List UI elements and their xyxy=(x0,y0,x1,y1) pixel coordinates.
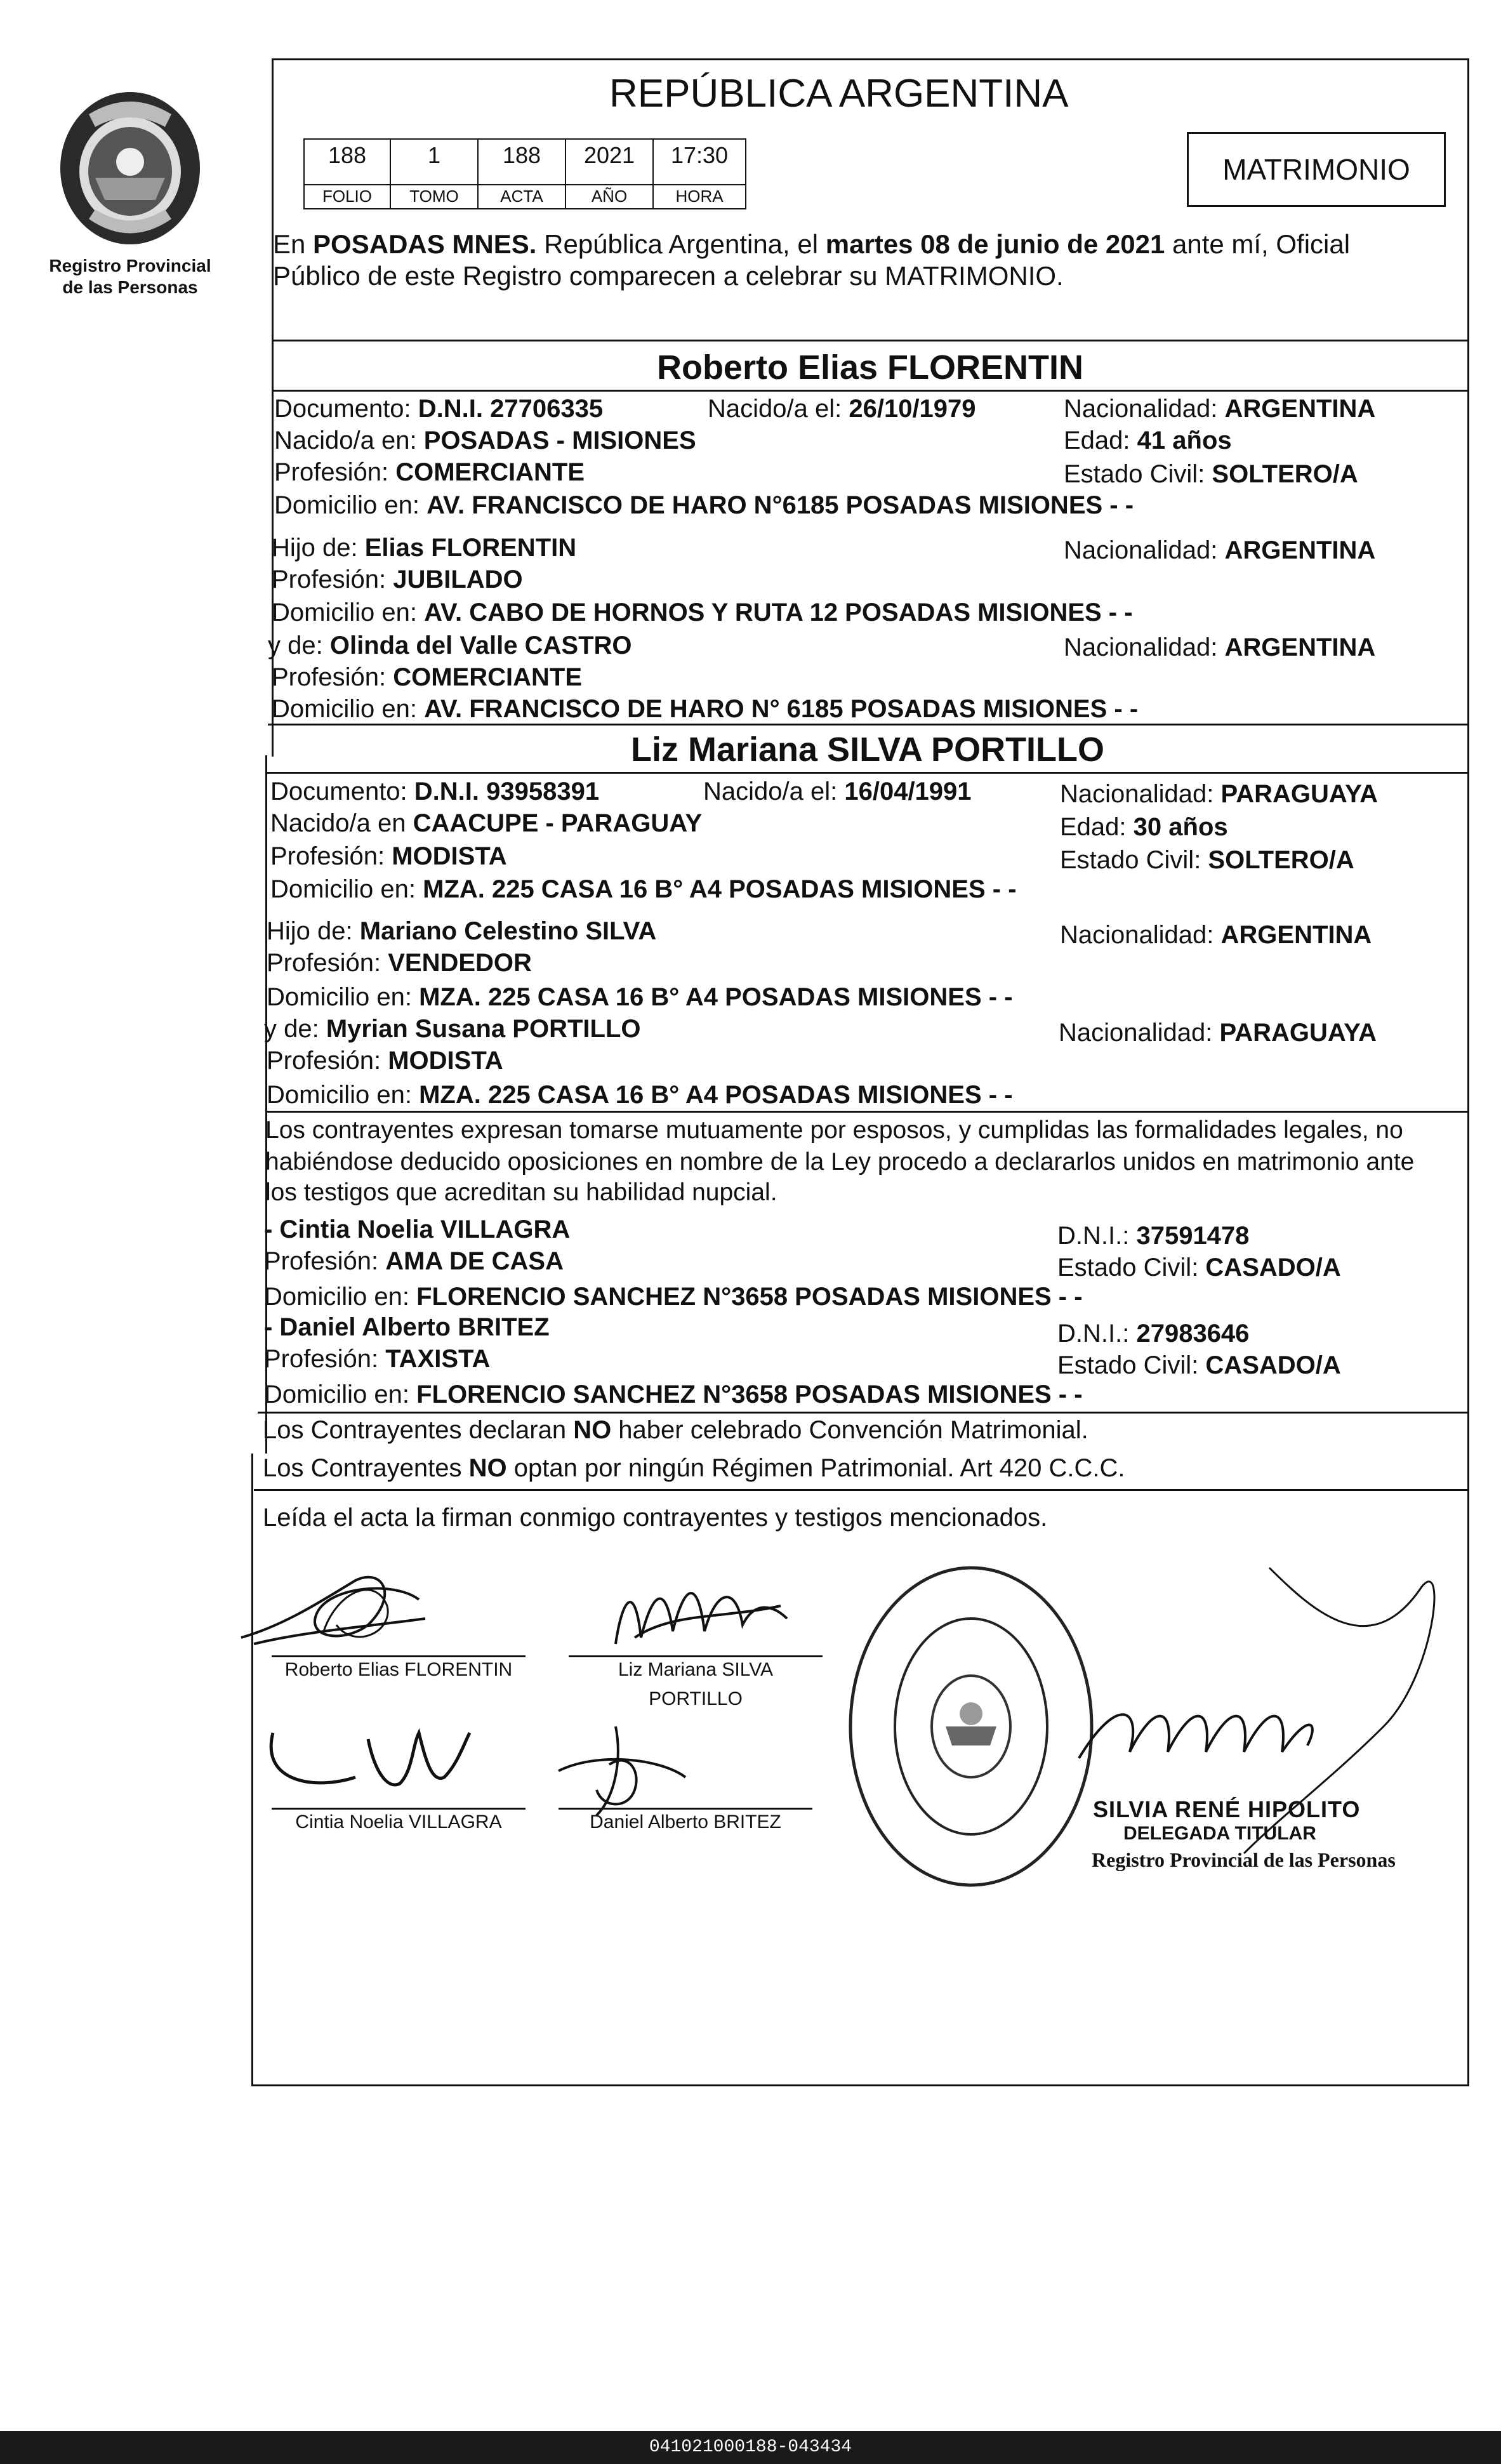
official-title: DELEGADA TITULAR xyxy=(1123,1823,1316,1844)
groom-nationality: Nacionalidad: ARGENTINA xyxy=(1064,395,1376,423)
groom-signature-icon xyxy=(228,1555,438,1663)
witness-2-signature-name: Daniel Alberto BRITEZ xyxy=(590,1812,781,1832)
witness-1-profession: Profesión: AMA DE CASA xyxy=(264,1247,564,1275)
frame-left-lower xyxy=(251,1454,253,2086)
groom-address: Domicilio en: AV. FRANCISCO DE HARO N°6185 POSADAS MISIONES - - xyxy=(274,491,1134,519)
folio-label: FOLIO xyxy=(303,184,391,209)
acta-label: ACTA xyxy=(477,184,566,209)
frame-top xyxy=(272,58,1469,60)
witness-1-address: Domicilio en: FLORENCIO SANCHEZ N°3658 POSADAS MISIONES - - xyxy=(264,1283,1083,1311)
divider xyxy=(272,340,1469,341)
groom-age: Edad: 41 años xyxy=(1064,427,1232,454)
record-type: MATRIMONIO xyxy=(1222,153,1410,186)
witness-2-name: - Daniel Alberto BRITEZ xyxy=(264,1313,550,1341)
bride-signature-name-2: PORTILLO xyxy=(649,1688,743,1709)
official-name: SILVIA RENÉ HIPOLITO xyxy=(1093,1796,1361,1822)
bride-nationality: Nacionalidad: PARAGUAYA xyxy=(1060,780,1378,808)
acta-value: 188 xyxy=(477,138,566,185)
witness-1-signature-icon xyxy=(260,1707,514,1796)
bride-profession: Profesión: MODISTA xyxy=(270,842,507,870)
convention-line-1: Los Contrayentes declaran NO haber celebrado Convención Matrimonial. xyxy=(263,1416,1088,1444)
declaration-line-1: Los contrayentes expresan tomarse mutuamente por esposos, y cumplidas las formalidades legales, no xyxy=(265,1116,1403,1144)
reading-statement: Leída el acta la firman conmigo contrayentes y testigos mencionados. xyxy=(263,1504,1048,1532)
witness-1-signature-name: Cintia Noelia VILLAGRA xyxy=(295,1812,502,1832)
groom-signature-line xyxy=(272,1655,526,1657)
anio-label: AÑO xyxy=(565,184,654,209)
divider xyxy=(272,390,1469,392)
groom-signature-name: Roberto Elias FLORENTIN xyxy=(284,1659,513,1680)
bride-birthplace: Nacido/a en CAACUPE - PARAGUAY xyxy=(270,809,703,837)
groom-father-nationality: Nacionalidad: ARGENTINA xyxy=(1064,536,1376,564)
divider xyxy=(258,1412,1469,1414)
groom-document: Documento: D.N.I. 27706335 xyxy=(274,395,604,423)
groom-mother-address: Domicilio en: AV. FRANCISCO DE HARO N° 6185 POSADAS MISIONES - - xyxy=(272,695,1139,723)
groom-civil-status: Estado Civil: SOLTERO/A xyxy=(1064,460,1358,488)
intro-line-1: En POSADAS MNES. República Argentina, el martes 08 de junio de 2021 ante mí, Oficial xyxy=(273,229,1351,259)
bride-mother-address: Domicilio en: MZA. 225 CASA 16 B° A4 POSADAS MISIONES - - xyxy=(267,1081,1013,1109)
province-seal-icon xyxy=(44,89,216,254)
declaration-line-2: habiéndose deducido oposiciones en nombre de la Ley procedo a declararlos unidos en matrimonio ante xyxy=(265,1148,1415,1176)
folio-value: 188 xyxy=(303,138,391,185)
bride-signature-icon xyxy=(597,1561,800,1663)
groom-father-address: Domicilio en: AV. CABO DE HORNOS Y RUTA 12 POSADAS MISIONES - - xyxy=(272,599,1133,626)
groom-birthplace: Nacido/a en: POSADAS - MISIONES xyxy=(274,427,696,454)
tomo-value: 1 xyxy=(390,138,479,185)
groom-mother: y de: Olinda del Valle CASTRO xyxy=(268,632,632,659)
logo-caption-1: Registro Provincial xyxy=(49,256,211,275)
bride-father-nationality: Nacionalidad: ARGENTINA xyxy=(1060,921,1372,949)
groom-birthdate: Nacido/a el: 26/10/1979 xyxy=(708,395,976,423)
record-type-box xyxy=(1187,132,1446,207)
divider xyxy=(254,1489,1469,1491)
groom-father: Hijo de: Elias FLORENTIN xyxy=(272,534,577,562)
official-office: Registro Provincial de las Personas xyxy=(1092,1848,1396,1871)
convention-line-2: Los Contrayentes NO optan por ningún Régimen Patrimonial. Art 420 C.C.C. xyxy=(263,1454,1125,1482)
bride-age: Edad: 30 años xyxy=(1060,813,1228,841)
hora-label: HORA xyxy=(652,184,746,209)
divider xyxy=(267,772,1469,774)
bride-mother-nationality: Nacionalidad: PARAGUAYA xyxy=(1059,1019,1377,1047)
bride-signature-name-1: Liz Mariana SILVA xyxy=(618,1659,773,1680)
witness-2-civil-status: Estado Civil: CASADO/A xyxy=(1057,1351,1341,1379)
groom-mother-profession: Profesión: COMERCIANTE xyxy=(272,663,582,691)
bride-name: Liz Mariana SILVA PORTILLO xyxy=(630,731,1105,769)
intro-line-2: Público de este Registro comparecen a celebrar su MATRIMONIO. xyxy=(273,261,1064,291)
document-barcode-code: 041021000188-043434 xyxy=(0,2431,1501,2464)
witness-1-signature-line xyxy=(272,1808,526,1810)
witness-1-civil-status: Estado Civil: CASADO/A xyxy=(1057,1254,1341,1282)
witness-1-dni: D.N.I.: 37591478 xyxy=(1057,1222,1250,1250)
logo-caption-2: de las Personas xyxy=(62,277,198,297)
divider xyxy=(268,724,1469,725)
bride-civil-status: Estado Civil: SOLTERO/A xyxy=(1060,846,1354,874)
bride-signature-line xyxy=(569,1655,823,1657)
anio-value: 2021 xyxy=(565,138,654,185)
witness-2-dni: D.N.I.: 27983646 xyxy=(1057,1320,1250,1348)
witness-2-address: Domicilio en: FLORENCIO SANCHEZ N°3658 POSADAS MISIONES - - xyxy=(264,1381,1083,1408)
tomo-label: TOMO xyxy=(390,184,479,209)
frame-bottom xyxy=(251,2084,1469,2086)
witness-2-signature-line xyxy=(559,1808,812,1810)
bride-mother-profession: Profesión: MODISTA xyxy=(267,1047,503,1075)
bride-mother: y de: Myrian Susana PORTILLO xyxy=(264,1015,641,1043)
bride-address: Domicilio en: MZA. 225 CASA 16 B° A4 POSADAS MISIONES - - xyxy=(270,875,1017,903)
bride-birthdate: Nacido/a el: 16/04/1991 xyxy=(703,778,972,805)
groom-mother-nationality: Nacionalidad: ARGENTINA xyxy=(1064,633,1376,661)
bride-father-address: Domicilio en: MZA. 225 CASA 16 B° A4 POSADAS MISIONES - - xyxy=(267,983,1013,1011)
bride-father: Hijo de: Mariano Celestino SILVA xyxy=(267,917,657,945)
groom-profession: Profesión: COMERCIANTE xyxy=(274,458,585,486)
groom-name: Roberto Elias FLORENTIN xyxy=(656,348,1084,387)
witness-1-name: - Cintia Noelia VILLAGRA xyxy=(264,1215,571,1243)
hora-value: 17:30 xyxy=(652,138,746,185)
divider xyxy=(265,1111,1469,1113)
page-title: REPÚBLICA ARGENTINA xyxy=(609,72,1069,116)
witness-2-signature-icon xyxy=(546,1714,711,1822)
witness-2-profession: Profesión: TAXISTA xyxy=(264,1345,491,1373)
bride-document: Documento: D.N.I. 93958391 xyxy=(270,778,600,805)
bride-father-profession: Profesión: VENDEDOR xyxy=(267,949,532,977)
registry-logo xyxy=(44,89,216,305)
groom-father-profession: Profesión: JUBILADO xyxy=(272,566,523,593)
declaration-line-3: los testigos que acreditan su habilidad nupcial. xyxy=(265,1179,777,1206)
